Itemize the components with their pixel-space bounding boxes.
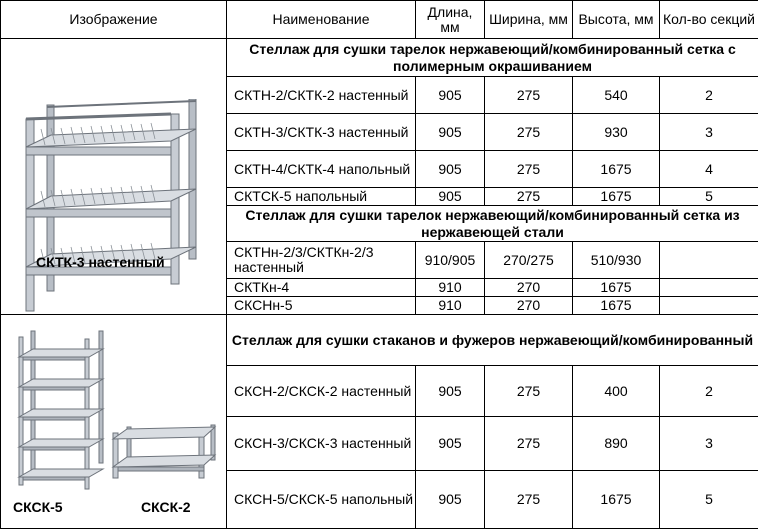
row-height: 540 bbox=[573, 77, 660, 114]
group3-caption-right: СКСК-2 bbox=[141, 499, 191, 515]
group1-image-cell bbox=[1, 39, 227, 315]
row-length: 905 bbox=[416, 114, 485, 151]
glass-rack-image bbox=[1, 321, 225, 529]
row-sections: 5 bbox=[660, 188, 758, 206]
row-name: СКТНн-2/3/СКТКн-2/3 настенный bbox=[227, 242, 416, 279]
row-height: 930 bbox=[573, 114, 660, 151]
row-length: 905 bbox=[416, 366, 485, 417]
row-height: 1675 bbox=[573, 151, 660, 188]
row-width: 270 bbox=[485, 279, 573, 297]
row-width: 275 bbox=[485, 188, 573, 206]
row-width: 270 bbox=[485, 297, 573, 315]
row-height: 1675 bbox=[573, 279, 660, 297]
row-name: СКТН-4/СКТК-4 напольный bbox=[227, 151, 416, 188]
row-height: 890 bbox=[573, 417, 660, 471]
header-width: Ширина, мм bbox=[485, 1, 573, 39]
row-length: 905 bbox=[416, 188, 485, 206]
header-height: Высота, мм bbox=[573, 1, 660, 39]
row-sections: 2 bbox=[660, 366, 758, 417]
row-length: 905 bbox=[416, 471, 485, 529]
row-height: 1675 bbox=[573, 188, 660, 206]
group1-caption: СКТК-3 настенный bbox=[36, 254, 165, 270]
row-sections: 5 bbox=[660, 471, 758, 529]
row-sections bbox=[660, 242, 758, 279]
row-length: 905 bbox=[416, 77, 485, 114]
group2-title: Стеллаж для сушки тарелок нержавеющий/комбинированный сетка из нержавеющей стали bbox=[227, 206, 758, 242]
row-sections: 2 bbox=[660, 77, 758, 114]
row-width: 275 bbox=[485, 417, 573, 471]
row-width: 275 bbox=[485, 114, 573, 151]
row-height: 1675 bbox=[573, 297, 660, 315]
row-sections: 4 bbox=[660, 151, 758, 188]
row-length: 910/905 bbox=[416, 242, 485, 279]
row-name: СКСН-5/СКСК-5 напольный bbox=[227, 471, 416, 529]
row-name: СКТКн-4 bbox=[227, 279, 416, 297]
row-length: 905 bbox=[416, 151, 485, 188]
row-sections bbox=[660, 279, 758, 297]
header-name: Наименование bbox=[227, 1, 416, 39]
row-name: СКТН-3/СКТК-3 настенный bbox=[227, 114, 416, 151]
row-width: 275 bbox=[485, 77, 573, 114]
header-length: Длина, мм bbox=[416, 1, 485, 39]
header-row bbox=[1, 1, 758, 39]
row-width: 270/275 bbox=[485, 242, 573, 279]
row-height: 510/930 bbox=[573, 242, 660, 279]
group1-title-row bbox=[1, 39, 758, 77]
row-length: 910 bbox=[416, 297, 485, 315]
group1-title: Стеллаж для сушки тарелок нержавеющий/комбинированный сетка с полимерным окрашиванием bbox=[227, 39, 758, 77]
row-height: 1675 bbox=[573, 471, 660, 529]
row-name: СКТСК-5 напольный bbox=[227, 188, 416, 206]
group3-title-row bbox=[1, 315, 758, 366]
row-height: 400 bbox=[573, 366, 660, 417]
row-name: СКСН-2/СКСК-2 настенный bbox=[227, 366, 416, 417]
group3-image-cell bbox=[1, 315, 227, 529]
row-name: СКСН-3/СКСК-3 настенный bbox=[227, 417, 416, 471]
row-name: СКСНн-5 bbox=[227, 297, 416, 315]
group3-caption-left: СКСК-5 bbox=[13, 499, 63, 515]
row-length: 905 bbox=[416, 417, 485, 471]
row-sections: 3 bbox=[660, 417, 758, 471]
header-sections: Кол-во секций bbox=[660, 1, 758, 39]
header-image: Изображение bbox=[1, 1, 227, 39]
row-width: 275 bbox=[485, 151, 573, 188]
row-width: 275 bbox=[485, 471, 573, 529]
row-sections bbox=[660, 297, 758, 315]
group3-title: Стеллаж для сушки стаканов и фужеров нержавеющий/комбинированный bbox=[227, 315, 758, 366]
dish-rack-image bbox=[1, 99, 225, 315]
row-length: 910 bbox=[416, 279, 485, 297]
row-width: 275 bbox=[485, 366, 573, 417]
row-sections: 3 bbox=[660, 114, 758, 151]
row-name: СКТН-2/СКТК-2 настенный bbox=[227, 77, 416, 114]
